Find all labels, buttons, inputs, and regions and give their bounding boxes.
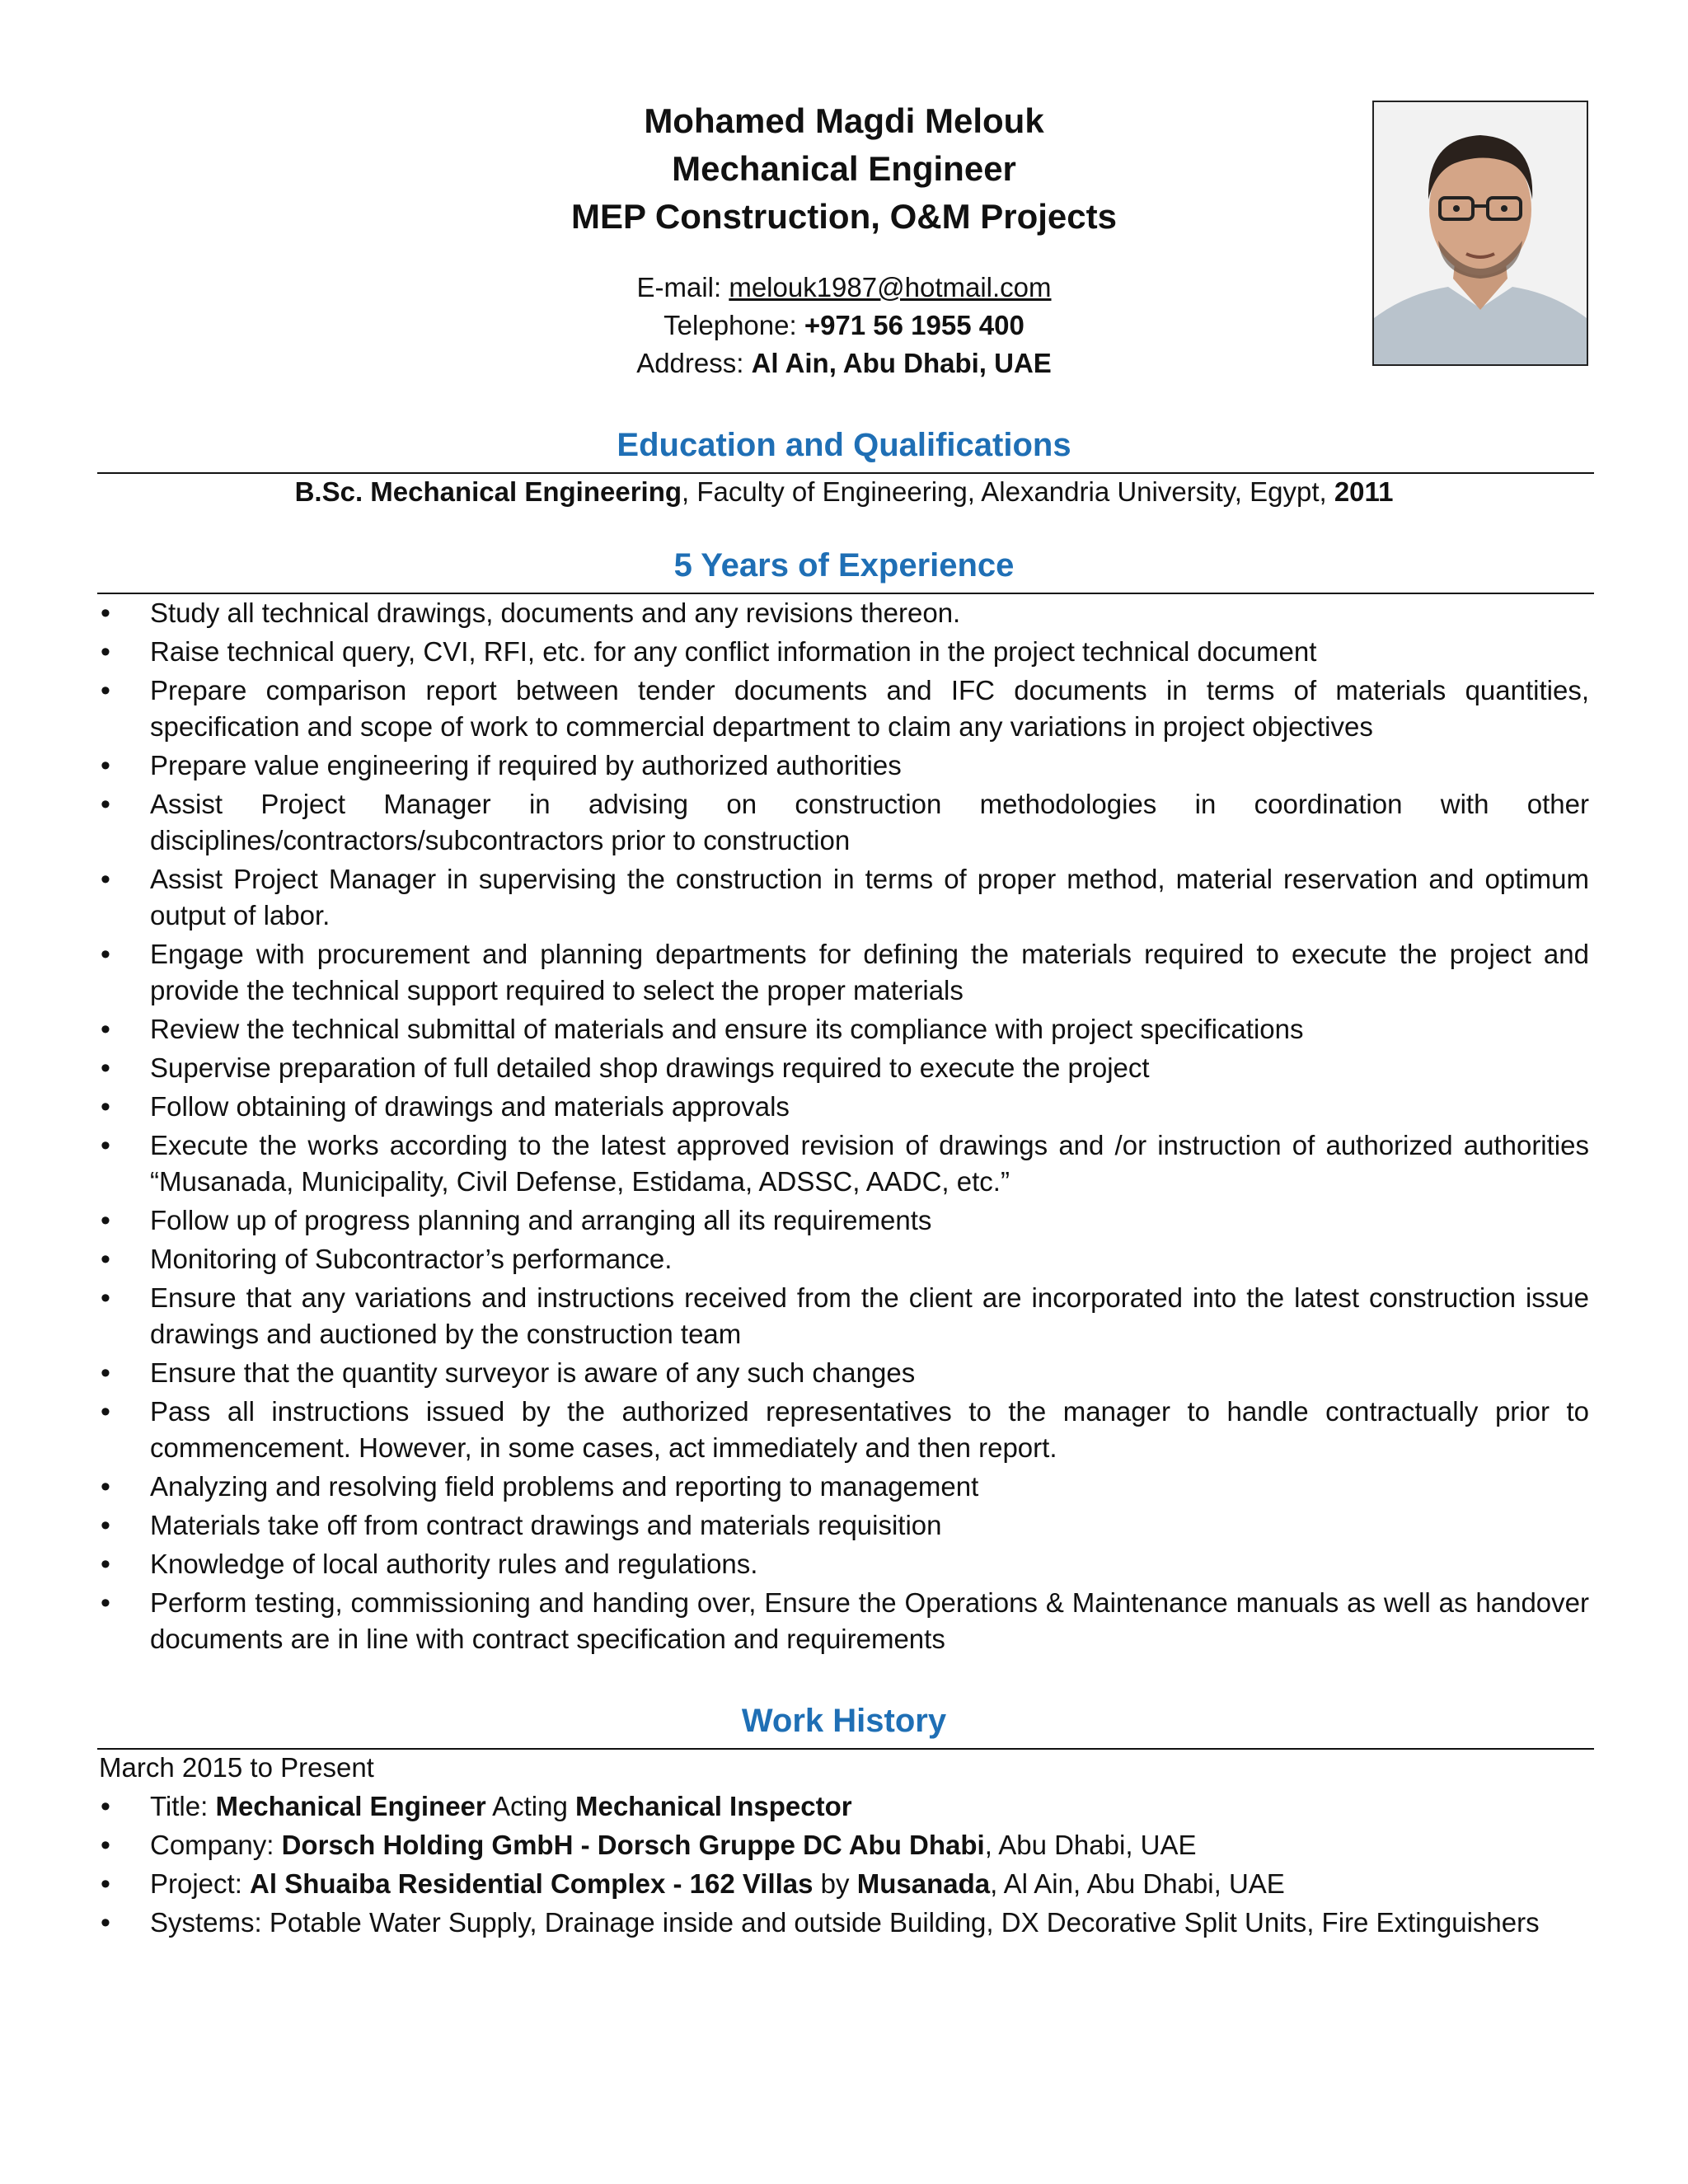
candidate-name: Mohamed Magdi Melouk [644,101,1044,140]
education-institution: , Faculty of Engineering, Alexandria University, Egypt, [682,476,1334,507]
experience-item: • Follow up of progress planning and arranging all its requirements [99,1202,1589,1239]
candidate-title: Mechanical Engineer [672,149,1016,188]
experience-heading: 5 Years of Experience [673,547,1015,583]
work-title-role: Mechanical Engineer [215,1791,486,1821]
work-date-range: March 2015 to Present [99,1752,374,1783]
experience-item: • Review the technical submittal of materials and ensure its compliance with project specifications [99,1011,1589,1047]
work-company-name: Dorsch Holding GmbH - Dorsch Gruppe DC Abu Dhabi [281,1830,985,1860]
education-year: 2011 [1334,476,1394,507]
education-degree: B.Sc. Mechanical Engineering [294,476,682,507]
work-title-item [99,1788,1589,1825]
work-title-label: Title: [150,1791,216,1821]
phone-value: +971 56 1955 400 [804,310,1025,340]
work-project-client: Musanada [856,1868,991,1899]
address-label: Address: [636,348,752,378]
experience-list [99,595,1589,1660]
work-history-heading: Work History [741,1703,947,1739]
experience-item: • Supervise preparation of full detailed shop drawings required to execute the project [99,1050,1589,1086]
experience-item: • Prepare value engineering if required by authorized authorities [99,748,1589,784]
experience-item: • Follow obtaining of drawings and materials approvals [99,1089,1589,1125]
experience-item: • Prepare comparison report between tender documents and IFC documents in terms of materials quantities, specification and scope of work to commercial department to claim any variations in project objectives [99,673,1589,745]
experience-item: • Ensure that any variations and instructions received from the client are incorporated into the latest construction issue drawings and auctioned by the construction team [99,1280,1589,1352]
profile-photo [1372,101,1588,366]
work-company-location: , Abu Dhabi, UAE [984,1830,1197,1860]
experience-item: • Ensure that the quantity surveyor is aware of any such changes [99,1355,1589,1391]
experience-item: • Engage with procurement and planning departments for defining the materials required to execute the project and provide the technical support required to select the proper materials [99,936,1589,1009]
experience-item: • Study all technical drawings, documents and any revisions thereon. [99,595,1589,631]
experience-item: • Raise technical query, CVI, RFI, etc. for any conflict information in the project technical document [99,634,1589,670]
work-details-list [99,1788,1589,1943]
experience-item: • Execute the works according to the latest approved revision of drawings and /or instruction of authorized authorities “Musanada, Municipality, Civil Defense, Estidama, ADSSC, AADC, etc.” [99,1127,1589,1200]
address-value: Al Ain, Abu Dhabi, UAE [751,348,1052,378]
work-systems-item [99,1905,1589,1941]
experience-item: • Analyzing and resolving field problems and reporting to management [99,1469,1589,1505]
work-company-item [99,1827,1589,1863]
email-label: E-mail: [636,272,729,302]
experience-divider [97,593,1594,594]
candidate-subtitle: MEP Construction, O&M Projects [571,197,1117,236]
experience-item: • Monitoring of Subcontractor’s performance. [99,1241,1589,1277]
email-link[interactable]: melouk1987@hotmail.com [729,272,1052,302]
experience-item: • Pass all instructions issued by the authorized representatives to the manager to handle contractually prior to commencement. However, in some cases, act immediately and then report. [99,1394,1589,1466]
phone-label: Telephone: [663,310,804,340]
work-company-label: Company: [150,1830,282,1860]
profile-photo-illustration [1374,102,1587,364]
work-systems-label: Systems: [150,1907,270,1938]
work-project-name: Al Shuaiba Residential Complex - 162 Villas [250,1868,814,1899]
experience-item: • Assist Project Manager in advising on construction methodologies in coordination with other disciplines/contractors/subcontractors prior to construction [99,786,1589,859]
education-entry [0,474,1688,510]
experience-item: • Knowledge of local authority rules and regulations. [99,1546,1589,1582]
work-project-location: , Al Ain, Abu Dhabi, UAE [990,1868,1285,1899]
experience-item: • Perform testing, commissioning and handing over, Ensure the Operations & Maintenance manuals as well as handover documents are in line with contract specification and requirements [99,1585,1589,1657]
work-project-by: by [813,1868,857,1899]
education-heading: Education and Qualifications [617,427,1071,463]
work-project-item [99,1866,1589,1902]
work-project-label: Project: [150,1868,251,1899]
work-title-role2: Mechanical Inspector [574,1791,852,1821]
work-title-connector: Acting [485,1791,575,1821]
experience-item: • Assist Project Manager in supervising the construction in terms of proper method, material reservation and optimum output of labor. [99,861,1589,934]
experience-item: • Materials take off from contract drawings and materials requisition [99,1507,1589,1544]
work-systems-value: Potable Water Supply, Drainage inside and outside Building, DX Decorative Split Units, Fire Extinguishers [269,1907,1540,1938]
